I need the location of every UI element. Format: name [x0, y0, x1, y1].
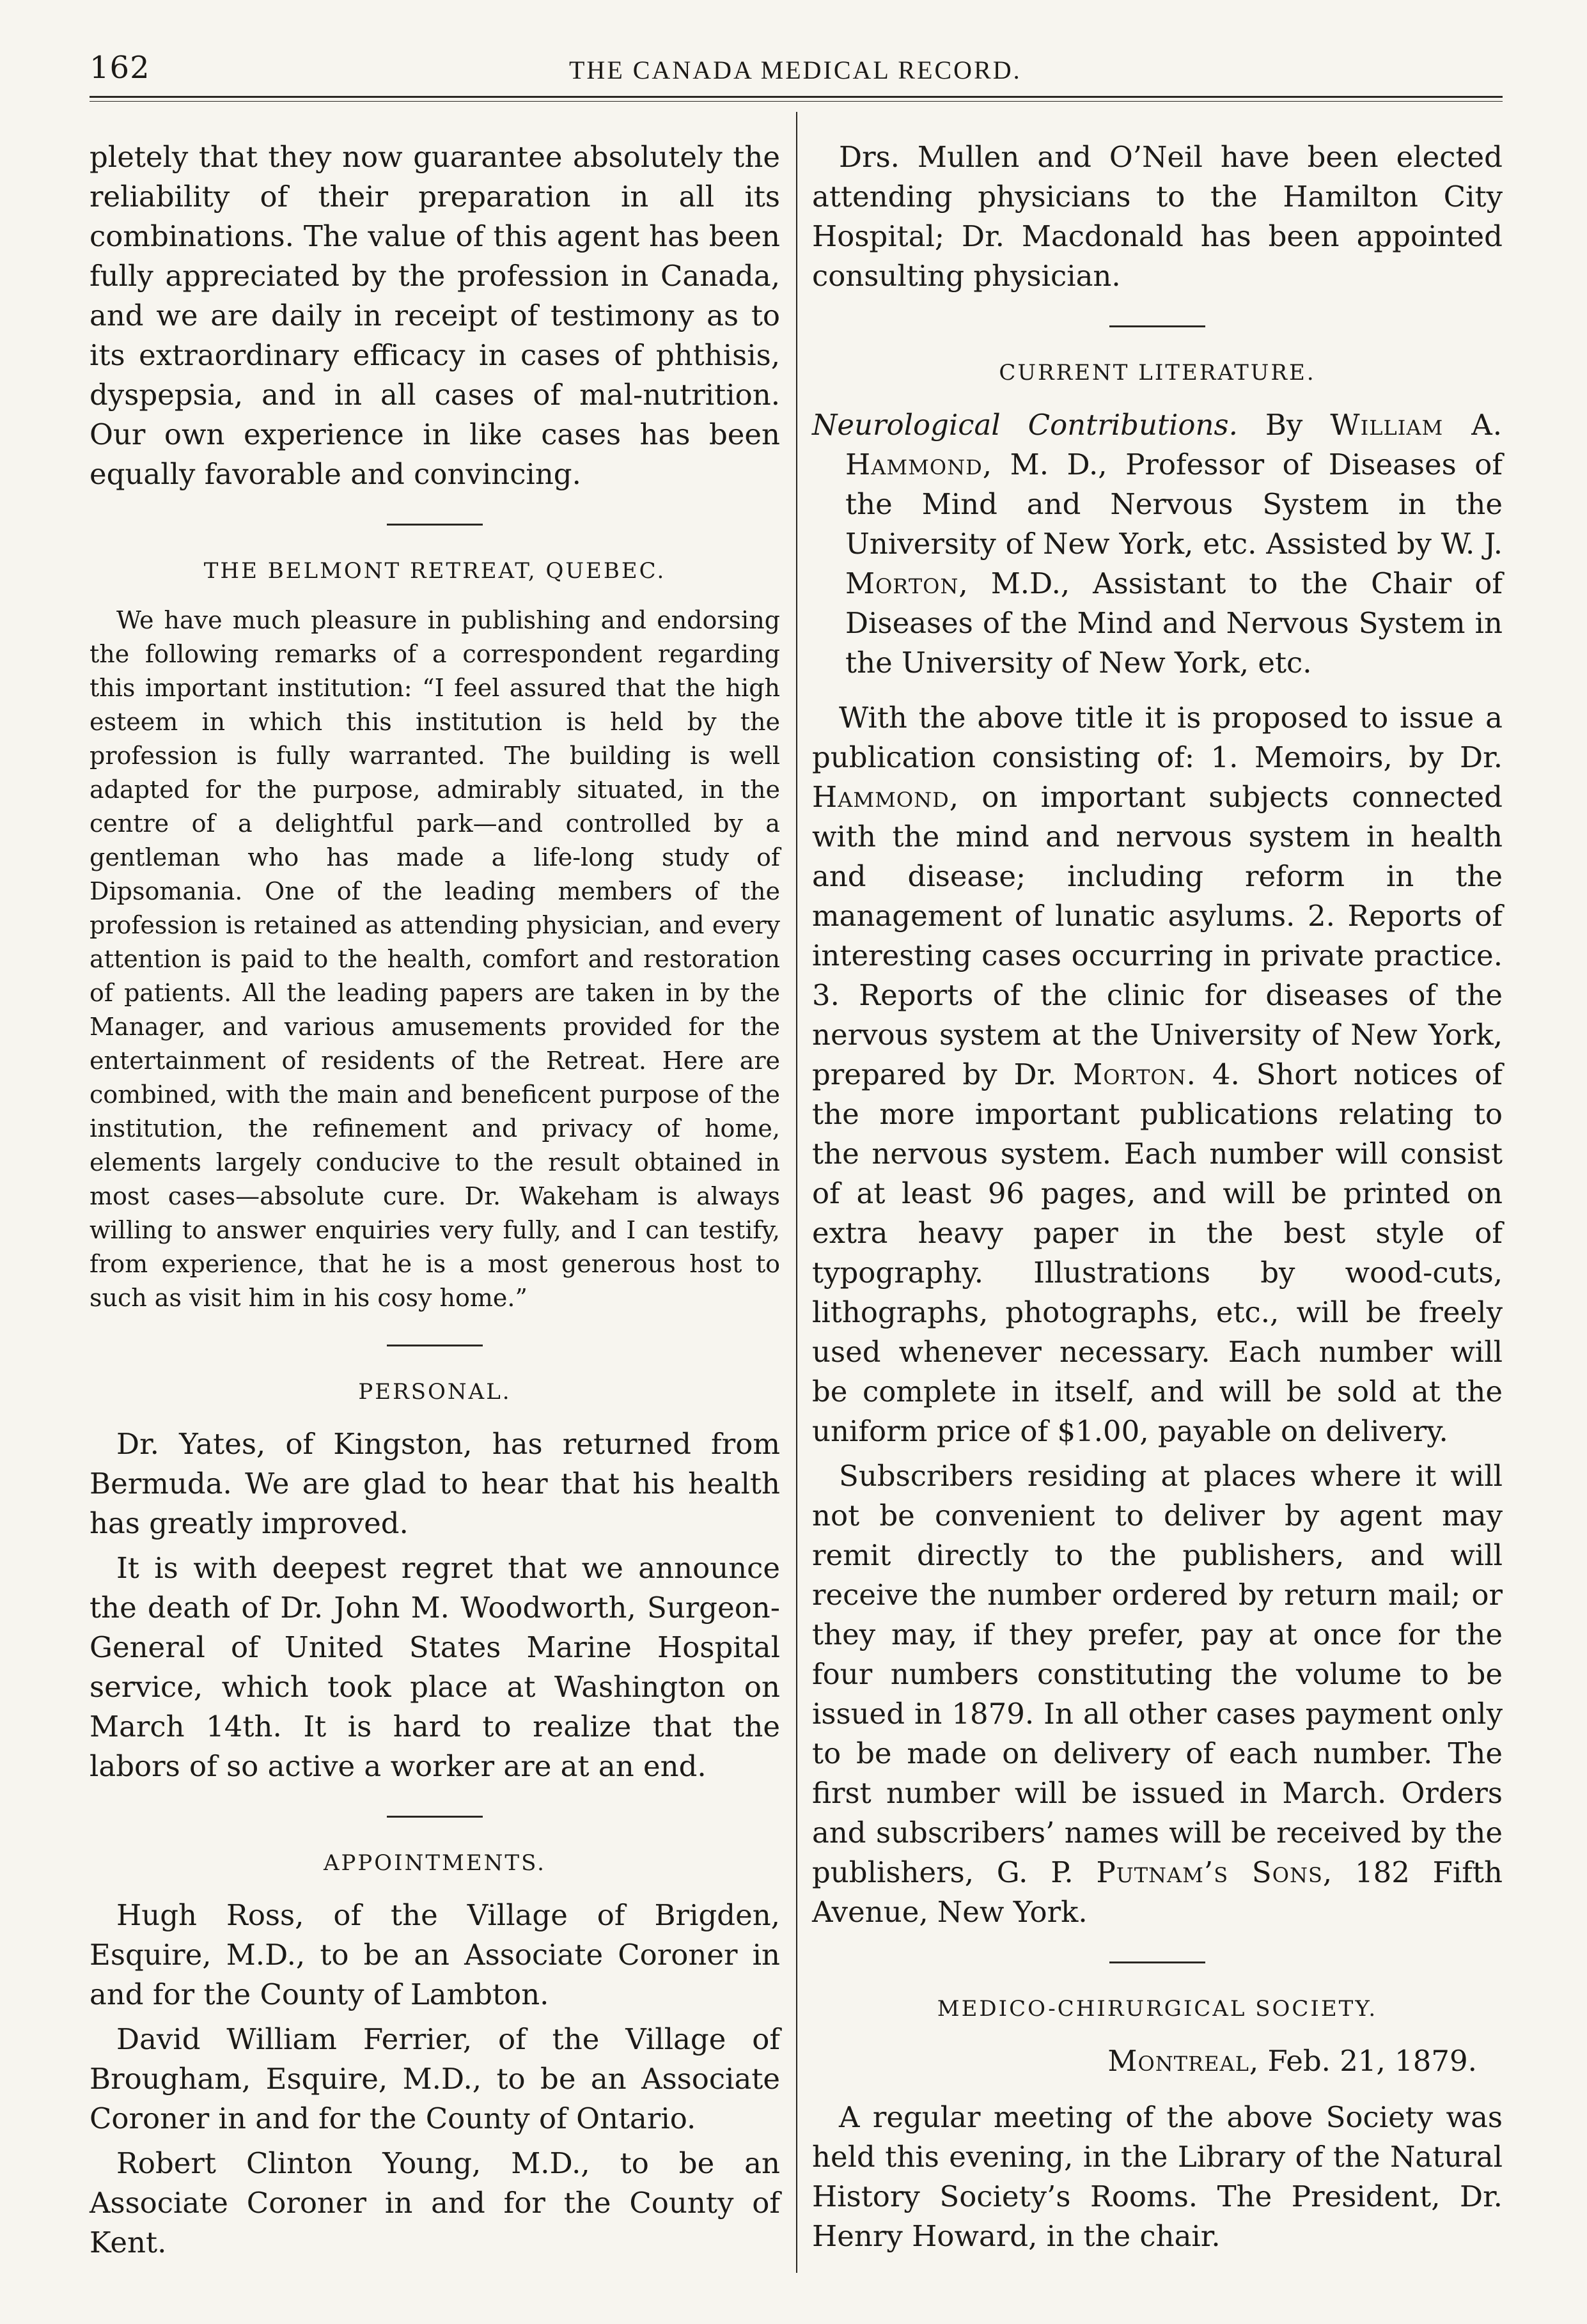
book-entry [812, 405, 1503, 683]
header-rule-thin [90, 101, 1503, 102]
book-author: William A. Hammond [845, 408, 1503, 481]
book-details-1: , M. D., Professor of Diseases of the Mind and Nervous System in the University of New York, etc. Assisted by W. J. [845, 448, 1503, 561]
section-rule [1109, 325, 1205, 327]
appointments-heading: APPOINTMENTS. [324, 1850, 546, 1876]
dateline-date: , Feb. 21, 1879. [1249, 2044, 1477, 2078]
literature-text: With the above title it is proposed to issue a publication consisting of: 1. Memoirs, by Dr. [812, 701, 1503, 774]
column-divider [796, 112, 797, 2273]
section-rule [387, 524, 483, 526]
literature-paragraph-2 [812, 1456, 1503, 1932]
personal-paragraph-2: It is with deepest regret that we announce the death of Dr. John M. Woodworth, Surgeon-General of United States Marine Hospital service, which took place at Washington on March 14th. It is hard to realize that the labors of so active a worker are at an end. [90, 1551, 780, 1783]
literature-text: , 182 Fifth Avenue, New York. [812, 1855, 1503, 1929]
literature-text: Subscribers residing at places where it will not be convenient to deliver by agent may remit directly to the publishers, and will receive the number ordered by return mail; or they may, if they prefer, pay at once for the four numbers constituting the volume to be issued in 1879. In all other cases payment only to be made on delivery of each number. The first number will be issued in March. Orders and subscribers’ names will be received by the publishers, G. P. [812, 1459, 1503, 1889]
publisher-name: Putnam’s Sons [1096, 1855, 1323, 1889]
appointment-2: David William Ferrier, of the Village of Brougham, Esquire, M.D., to be an Associate Coroner in and for the County of Ontario. [90, 2022, 780, 2135]
running-title: THE CANADA MEDICAL RECORD. [569, 56, 1022, 84]
page-number: 162 [90, 50, 150, 86]
dateline-place: Montreal [1107, 2044, 1249, 2078]
literature-paragraph-1 [812, 698, 1503, 1451]
belmont-heading: THE BELMONT RETREAT, QUEBEC. [203, 558, 666, 584]
book-title: Neurological Contributions. [812, 408, 1238, 442]
current-literature-heading: CURRENT LITERATURE. [999, 360, 1316, 386]
left-column [90, 137, 780, 2263]
personal-paragraph-1: Dr. Yates, of Kingston, has returned from Bermuda. We are glad to hear that his health has greatly improved. [90, 1427, 780, 1540]
author-name: Hammond [812, 780, 950, 814]
section-rule [387, 1816, 483, 1818]
personal-heading: PERSONAL. [358, 1379, 512, 1405]
belmont-body: We have much pleasure in publishing and endorsing the following remarks of a correspondent regarding this important institution: “I feel assured that the high esteem in which this institution is held by the profession is fully warranted. The building is well adapted for the purpose, admirably situated, in the centre of a delightful park—and controlled by a gentleman who has made a life-long study of Dipsomania. One of the leading members of the profession is retained as attending physician, and every attention is paid to the health, comfort and restoration of patients. All the leading papers are taken in by the Manager, and various amusements provided for the entertainment of residents of the Retreat. Here are combined, with the main and beneficent purpose of the institution, the refinement and privacy of home, elements largely conducive to the result obtained in most cases—absolute cure. Dr. Wakeham is always willing to answer enquiries very fully, and I can testify, from experience, that he is a most generous host to such as visit him in his cosy home.” [90, 606, 780, 1312]
intro-paragraph: pletely that they now guarantee absolutely the reliability of their preparation in all its combinations. The value of this agent has been fully appreciated by the profession in Canada, and we are daily in receipt of testimony as to its extraordinary efficacy in cases of phthisis, dyspepsia, and in all cases of mal-nutrition. Our own experience in like cases has been equally favorable and convincing. [90, 140, 780, 491]
section-rule [1109, 1961, 1205, 1963]
appointment-3: Robert Clinton Young, M.D., to be an Associate Coroner in and for the County of Kent. [90, 2146, 780, 2259]
literature-text: , on important subjects connected with the mind and nervous system in health and disease; including reform in the management of lunatic asylums. 2. Reports of interesting cases occurring in private practice. 3. Reports of the clinic for diseases of the nervous system at the University of New York, prepared by Dr. [812, 780, 1503, 1091]
book-assistant: Morton [845, 566, 959, 600]
section-rule [387, 1345, 483, 1346]
medico-heading: MEDICO-CHIRURGICAL SOCIETY. [937, 1996, 1378, 2022]
hamilton-paragraph: Drs. Mullen and O’Neil have been elected attending physicians to the Hamilton City Hospital; Dr. Macdonald has been appointed consulting physician. [812, 140, 1503, 293]
right-column [812, 137, 1503, 2256]
book-details-2: , M.D., Assistant to the Chair of Diseases of the Mind and Nervous System in the University of New York, etc. [845, 566, 1503, 680]
book-by: By [1265, 408, 1303, 442]
appointment-1: Hugh Ross, of the Village of Brigden, Esquire, M.D., to be an Associate Coroner in and for the County of Lambton. [90, 1898, 780, 2011]
header-rule [90, 96, 1503, 98]
medico-body: A regular meeting of the above Society was held this evening, in the Library of the Natural History Society’s Rooms. The President, Dr. Henry Howard, in the chair. [812, 2100, 1503, 2253]
dateline [812, 2041, 1503, 2081]
literature-text: . 4. Short notices of the more important publications relating to the nervous system. Each number will consist of at least 96 pages, and will be printed on extra heavy paper in the best style of typography. Illustrations by wood-cuts, lithographs, photographs, etc., will be freely used whenever necessary. Each number will be complete in itself, and will be sold at the uniform price of $1.00, payable on delivery. [812, 1057, 1503, 1448]
assistant-name: Morton [1073, 1057, 1187, 1091]
